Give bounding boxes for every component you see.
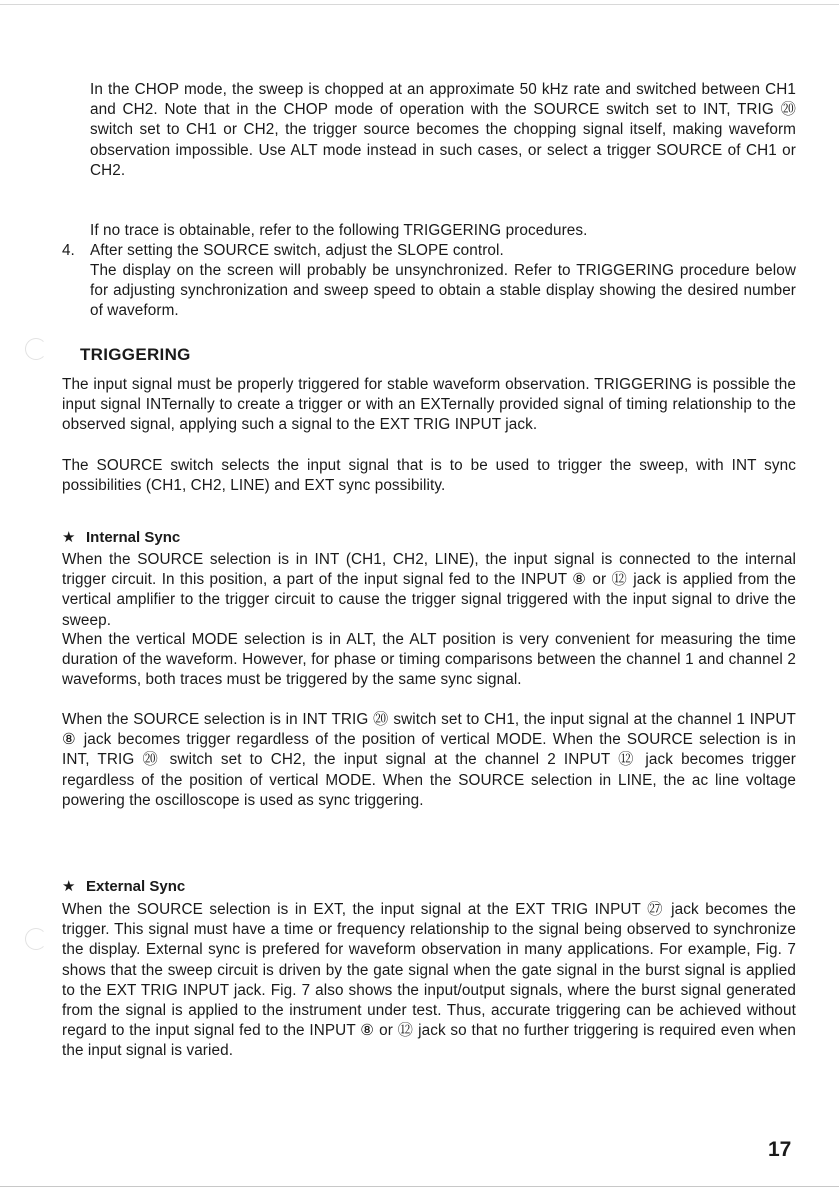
subheading-external-sync — [62, 877, 185, 895]
step-4-body: The display on the screen will probably be unsynchronized. Refer to TRIGGERING procedure below for adjusting synchronization and sweep speed to obtain a stable display showing the desired number of waveform. — [90, 262, 796, 320]
binding-hole-mark — [25, 928, 47, 950]
internal-sync-paragraph-1: When the SOURCE selection is in INT (CH1, CH2, LINE), the input signal is connected to the internal trigger circuit. In this position, a part of the input signal fed to the INPUT ⑧ or ⑫ jack is applied from the vertical amplifier to the trigger circuit to cause the trigger signal triggered with the input signal to drive the sweep. — [62, 551, 796, 629]
internal-sync-title: Internal Sync — [86, 529, 181, 546]
triggering-paragraph-2: The SOURCE switch selects the input signal that is to be used to trigger the sweep, with INT sync possibilities (CH1, CH2, LINE) and EXT sync possibility. — [62, 457, 796, 495]
section-heading-triggering: TRIGGERING — [80, 345, 191, 364]
step-4-line: After setting the SOURCE switch, adjust the SLOPE control. — [90, 242, 504, 259]
page-number: 17 — [768, 1138, 792, 1161]
subheading-internal-sync — [62, 528, 180, 546]
internal-sync-paragraph-2: When the vertical MODE selection is in ALT, the ALT position is very convenient for measuring the time duration of the waveform. However, for phase or timing comparisons between the channel 1 and channel 2 waveforms, both traces must be triggered by the same sync signal. — [62, 631, 796, 689]
top-rule — [0, 4, 839, 5]
step-number: 4. — [62, 242, 75, 259]
internal-sync-paragraph-3: When the SOURCE selection is in INT TRIG ⑳ switch set to CH1, the input signal at the channel 1 INPUT ⑧ jack becomes trigger regardless of the position of vertical MODE. When the SOURCE selection is in INT, TRIG ⑳ switch set to CH2, the input signal at the channel 2 INPUT ⑫ jack becomes trigger regardless of the position of vertical MODE. When the SOURCE selection in LINE, the ac line voltage powering the oscilloscope is used as sync triggering. — [62, 711, 796, 809]
star-icon: ★ — [62, 878, 76, 895]
bottom-rule — [0, 1186, 839, 1187]
external-sync-paragraph: When the SOURCE selection is in EXT, the input signal at the EXT TRIG INPUT ㉗ jack becomes the trigger. This signal must have a time or frequency relationship to the signal being observed to synchronize the display. External sync is prefered for waveform observation in many applications. For example, Fig. 7 shows that the sweep circuit is driven by the gate signal when the gate signal in the burst signal is applied to the EXT TRIG INPUT jack. Fig. 7 also shows the input/output signals, where the burst signal generated from the signal is applied to the instrument under test. Thus, accurate triggering can be achieved without regard to the input signal fed to the INPUT ⑧ or ⑫ jack so that no further triggering is required even when the input signal is varied. — [62, 901, 796, 1060]
chop-mode-paragraph: In the CHOP mode, the sweep is chopped at an approximate 50 kHz rate and switched between CH1 and CH2. Note that in the CHOP mode of operation with the SOURCE switch set to INT, TRIG ⑳ switch set to CH1 or CH2, the trigger source becomes the chopping signal itself, making waveform observation impossible. Use ALT mode instead in such cases, or select a trigger SOURCE of CH1 or CH2. — [90, 81, 796, 179]
external-sync-title: External Sync — [86, 878, 186, 895]
binding-hole-mark — [25, 338, 47, 360]
star-icon: ★ — [62, 529, 76, 546]
triggering-paragraph-1: The input signal must be properly triggered for stable waveform observation. TRIGGERING is possible the input signal INTernally to create a trigger or with an EXTernally provided signal of timing relationship to the observed signal, applying such a signal to the EXT TRIG INPUT jack. — [62, 376, 796, 434]
no-trace-note: If no trace is obtainable, refer to the following TRIGGERING procedures. — [90, 222, 588, 239]
